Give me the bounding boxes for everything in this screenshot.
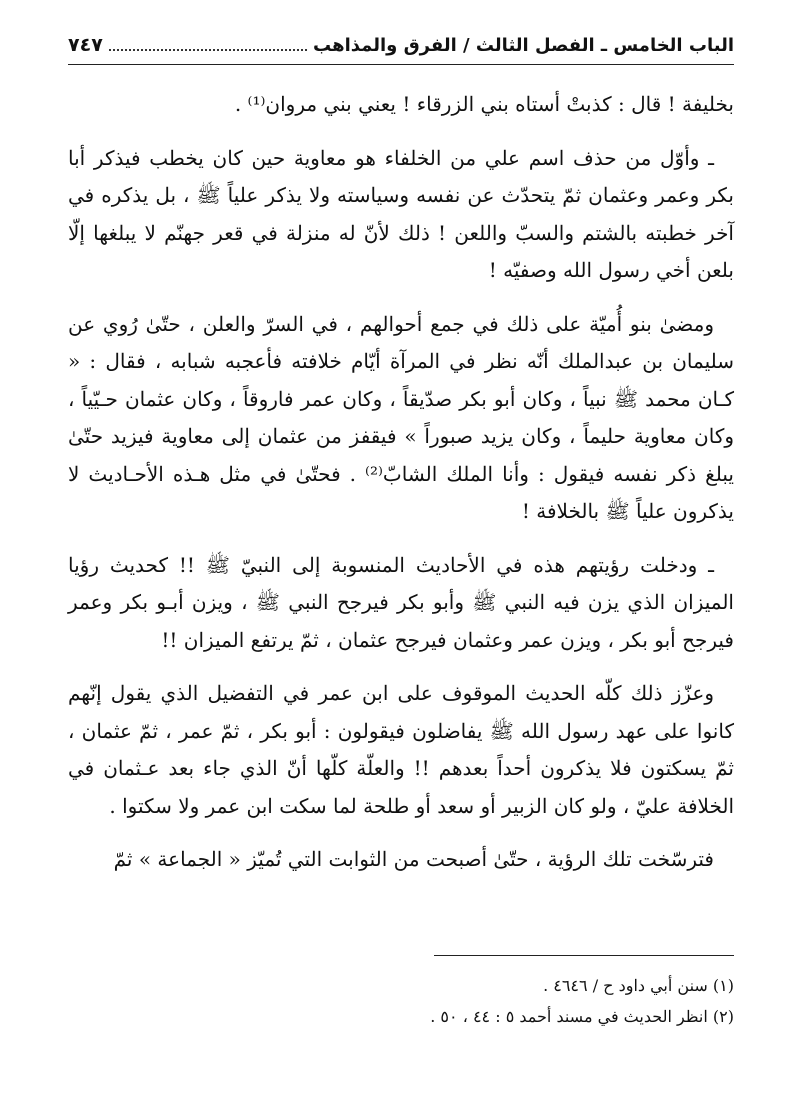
dot-leader [109,49,307,51]
paragraph: فترسّخت تلك الرؤية ، حتّىٰ أصبحت من الثوابت التي تُميّز « الجماعة » ثمّ [113,847,714,871]
footnote-2: (٢) انظر الحديث في مسند أحمد ٥ : ٤٤ ، ٥٠ . [430,1007,734,1026]
footnote-separator [434,955,734,956]
page-number: ٧٤٧ [68,34,103,56]
paragraph: ومضىٰ بنو أُميّة على ذلك في جمع أحوالهم ، في السرّ والعلن ، حتّىٰ رُوي عن سليمان بن عبدالملك أنّه نظر في المرآة أيّام خلافته فأعجبه شبابه ، فقال : « كـان محمد ﷺ نبياً ، وكان أبو بكر صدّيقاً ، وكان عمر فاروقاً ، وكان عثمان حـيّياً ، وكان معاوية حليماً ، وكان يزيد صبوراً » فيقفز من عثمان إلى معاوية فيزيد حتّىٰ يبلغ ذكر نفسه فيقول : وأنا الملك الشابّ⁽²⁾ . فحتّىٰ في مثل هـذه الأحـاديث لا يذكرون علياً ﷺ بالخلافة ! [68,311,734,523]
chapter-title: الباب الخامس ـ الفصل الثالث / الفرق والمذاهب [313,35,734,56]
paragraph: وعزّز ذلك كلّه الحديث الموقوف على ابن عمر في التفضيل الذي يقول إنّهم كانوا على عهد رسول الله ﷺ يفاضلون فيقولون : أبو بكر ، ثمّ عمر ، ثمّ عثمان ، ثمّ يسكتون فلا يذكرون أحداً بعدهم !! والعلّة كلّها أنّ الذي جاء بعد عـثمان في الخلافة عليّ ، ولو كان الزبير أو سعد أو طلحة لما سكت ابن عمر ولا سكتوا . [68,681,734,818]
paragraph: ـ ودخلت رؤيتهم هذه في الأحاديث المنسوبة إلى النبيّ ﷺ !! كحديث رؤيا الميزان الذي يزن فيه النبي ﷺ وأبو بكر فيرجح النبي ﷺ ، ويزن أبـو بكر وعمر فيرجح أبو بكر ، ويزن عمر وعثمان فيرجح عثمان ، ثمّ يرتفع الميزان !! [68,552,734,652]
paragraph: بخليفة ! قال : كذبتْ أستاه بني الزرقاء ! يعني بني مروان⁽¹⁾ . [234,92,734,116]
footnote-1: (١) سنن أبي داود ح / ٤٦٤٦ . [543,976,734,995]
running-header [68,34,734,65]
main-text [68,86,734,895]
footnotes [68,970,734,1032]
paragraph: ـ وأوّل من حذف اسم علي من الخلفاء هو معاوية حين كان يخطب فيذكر أبا بكر وعمر وعثمان ثمّ يتحدّث عن نفسه وسياسته ولا يذكر علياً ﷺ ، بل يذكره في آخر خطبته بالشتم والسبّ واللعن ! ذلك لأنّ له منزلة في قعر جهنّم لا يبلغها إلّا بلعن أخي رسول الله وصفيّه ! [68,145,734,282]
